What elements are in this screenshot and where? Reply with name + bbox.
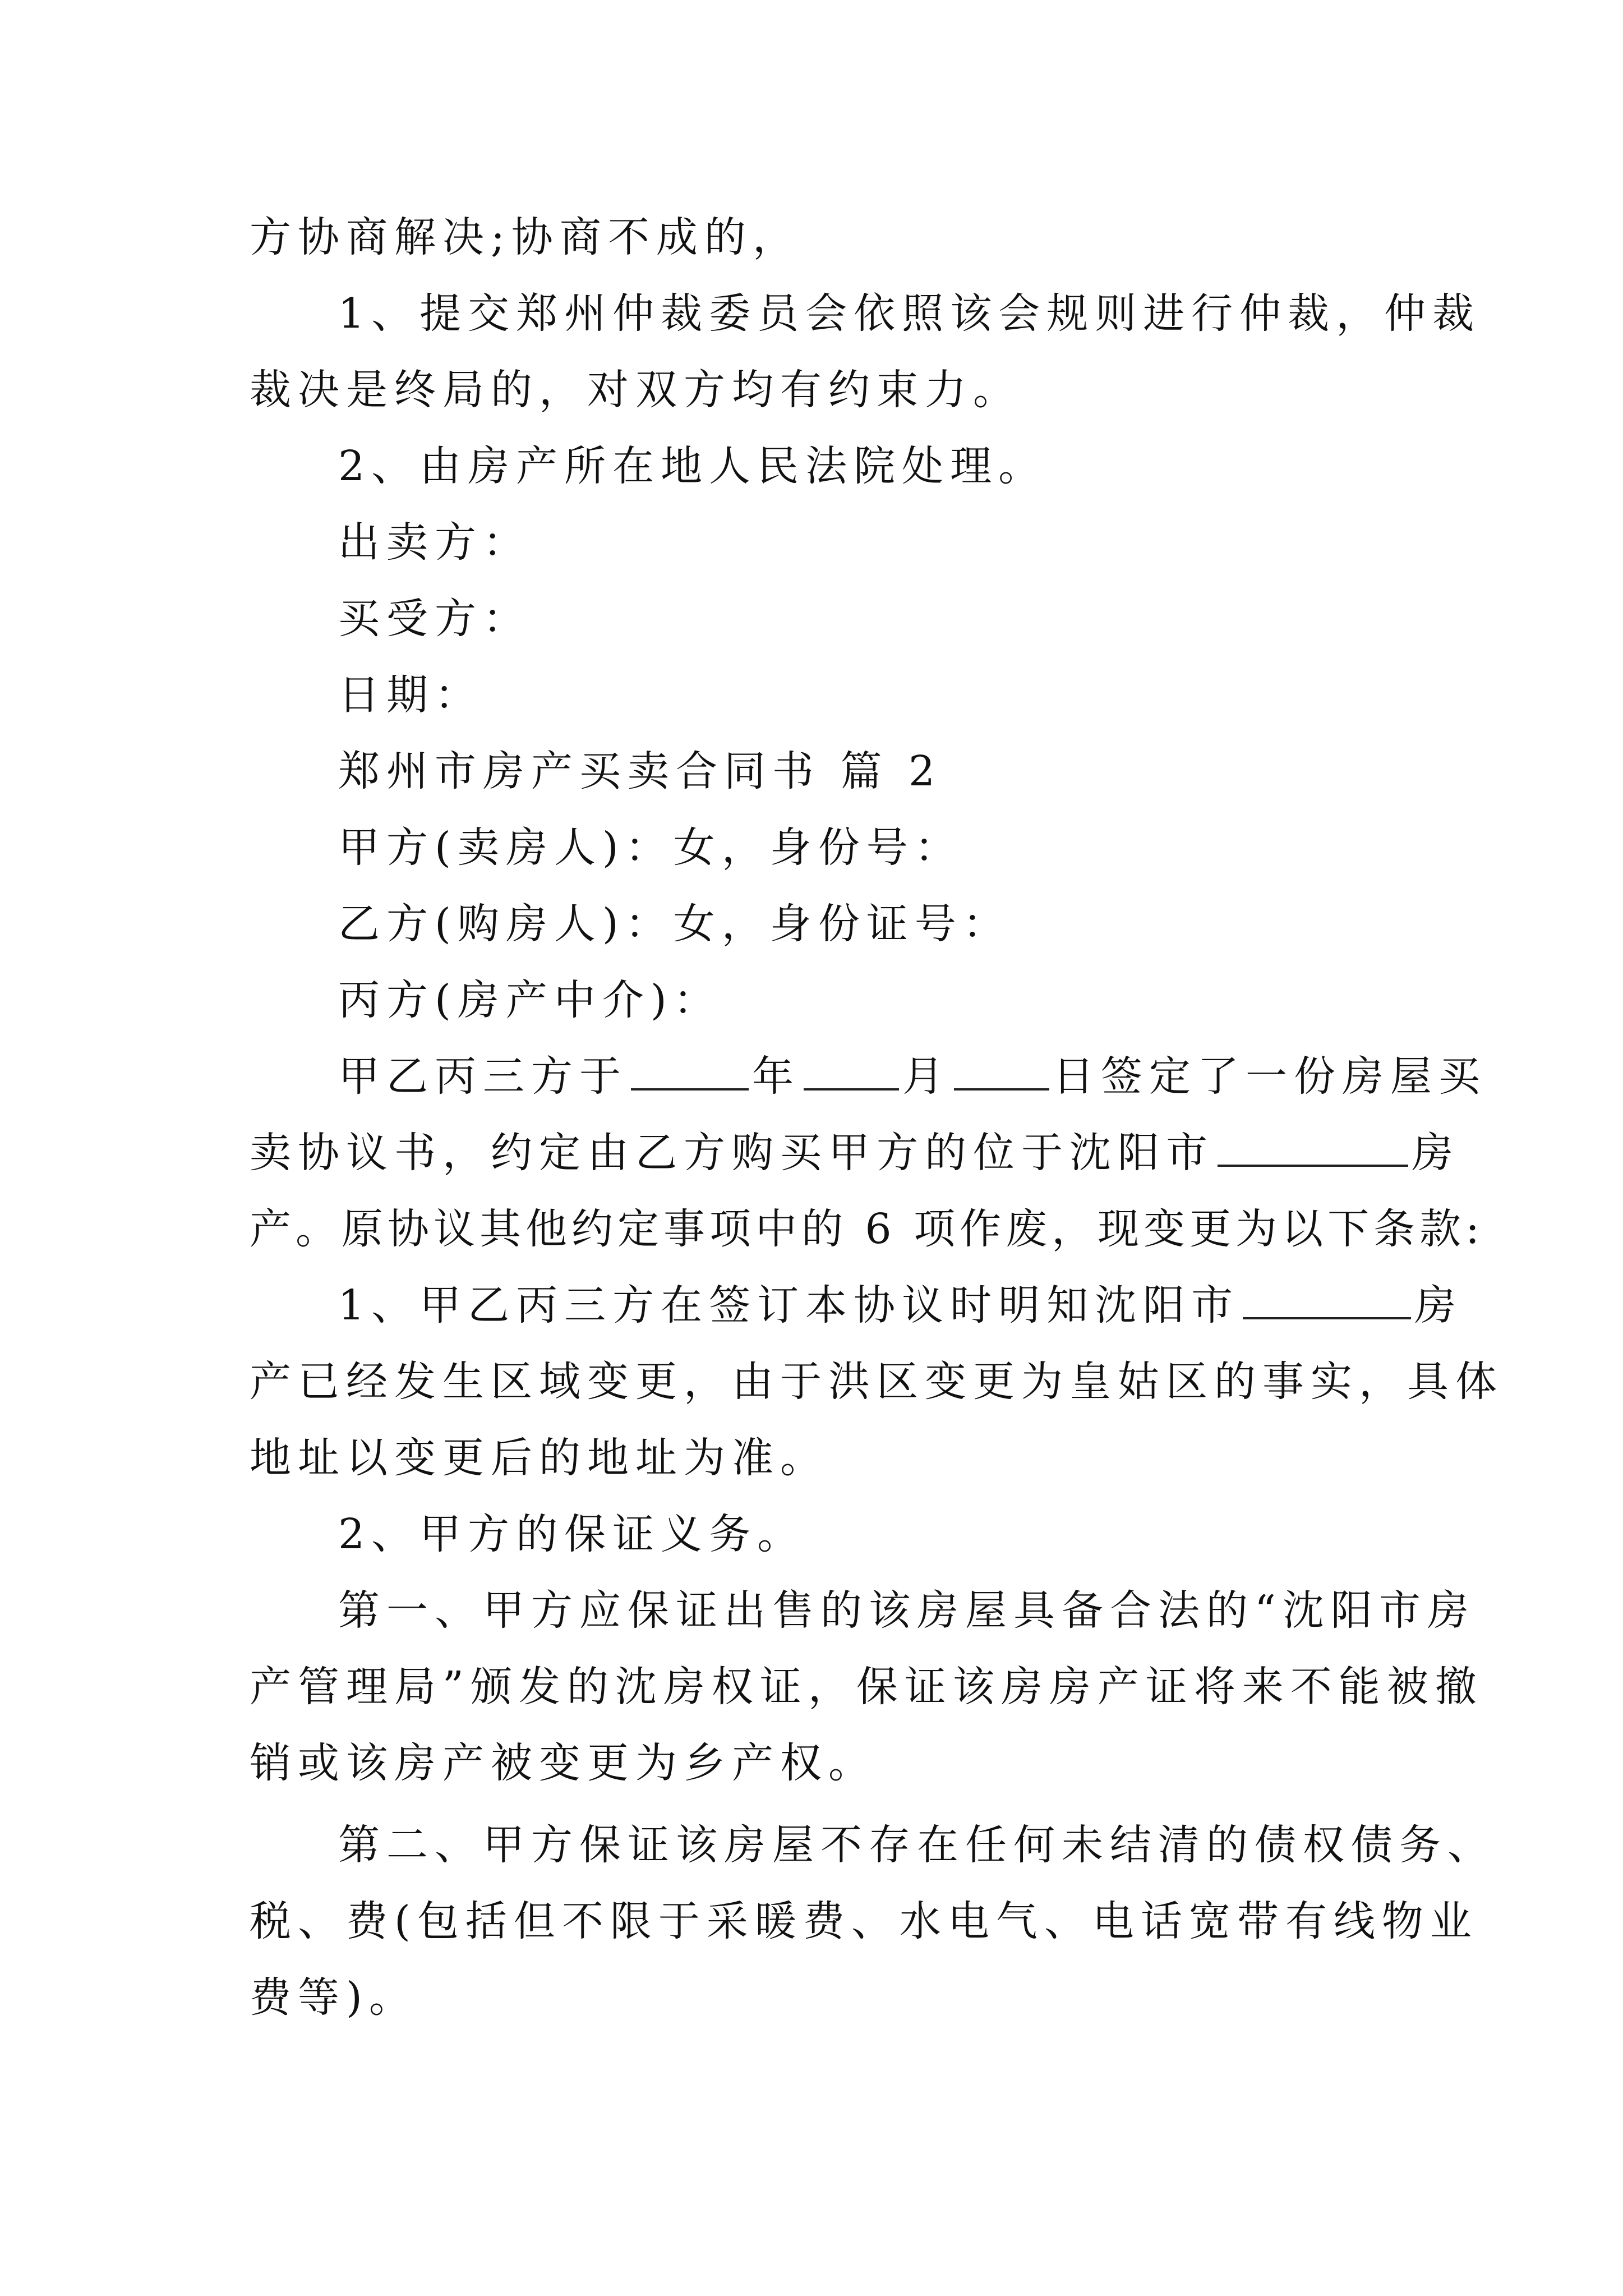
agreement-text: 月	[902, 1052, 951, 1101]
paragraph-line: 地址以变更后的地址为准。	[250, 1434, 828, 1482]
party-b-line: 乙方(购房人)：女，身份证号：	[338, 900, 1011, 948]
agreement-text: 甲乙丙三方于	[338, 1052, 628, 1101]
party-c-line: 丙方(房产中介)：	[338, 976, 722, 1024]
date-label: 日期：	[338, 671, 483, 719]
paragraph-line: 方协商解决;协商不成的，	[250, 213, 801, 261]
year-blank	[631, 1050, 749, 1091]
agreement-text: 年	[752, 1052, 800, 1101]
paragraph-line: 裁决是终局的，对双方均有约束力。	[250, 366, 1021, 414]
buyer-label: 买受方：	[338, 595, 531, 643]
document-body	[250, 199, 1504, 2036]
clause-text: 房	[1414, 1281, 1463, 1329]
paragraph-line: 第一、甲方应保证出售的该房屋具备合法的“沈阳市房	[338, 1586, 1476, 1635]
paragraph-line: 费等)。	[250, 1973, 417, 2022]
section-title: 郑州市房产买卖合同书 篇 2	[338, 747, 942, 795]
seller-label: 出卖方：	[338, 518, 531, 567]
clause-line	[250, 1267, 1463, 1343]
agreement-text: 卖协议书，约定由乙方购买甲方的位于沈阳市	[250, 1129, 1214, 1177]
agreement-text: 房	[1412, 1129, 1460, 1177]
paragraph-line: 第二、甲方保证该房屋不存在任何未结清的债权债务、	[338, 1821, 1496, 1869]
address-blank	[1243, 1279, 1411, 1319]
paragraph-line: 产管理局”颁发的沈房权证，保证该房房产证将来不能被撤	[250, 1663, 1483, 1711]
paragraph-line: 1、提交郑州仲裁委员会依照该会规则进行仲裁，仲裁	[338, 289, 1481, 338]
agreement-line	[250, 1115, 1460, 1191]
paragraph-line: 2、由房产所在地人民法院处理。	[338, 442, 1047, 490]
paragraph-line: 销或该房产被变更为乡产权。	[250, 1739, 877, 1787]
agreement-line	[250, 1038, 1487, 1115]
paragraph-line: 产。原协议其他约定事项中的 6 项作废，现变更为以下条款:	[250, 1205, 1484, 1253]
spacer	[250, 1801, 1399, 1807]
paragraph-line: 产已经发生区域变更，由于洪区变更为皇姑区的事实，具体	[250, 1358, 1504, 1406]
month-blank	[804, 1050, 899, 1091]
clause-text: 1、甲乙丙三方在签订本协议时明知沈阳市	[338, 1281, 1240, 1329]
paragraph-line: 税、费(包括但不限于采暖费、水电气、电话宽带有线物业	[250, 1897, 1478, 1945]
day-blank	[954, 1050, 1049, 1091]
agreement-text: 日签定了一份房屋买	[1053, 1052, 1487, 1101]
clause-heading: 2、甲方的保证义务。	[338, 1510, 806, 1558]
address-blank	[1218, 1126, 1408, 1167]
party-a-line: 甲方(卖房人)：女，身份号：	[338, 823, 963, 872]
